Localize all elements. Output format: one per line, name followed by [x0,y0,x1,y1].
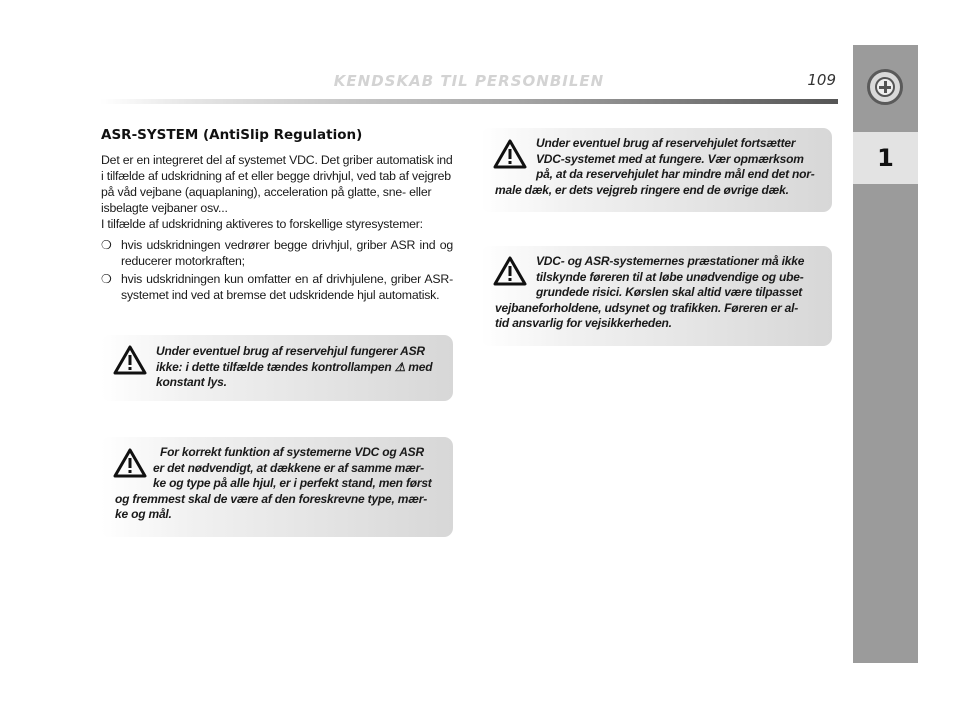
logo-box [853,45,918,131]
alfa-romeo-logo-icon [867,69,903,105]
bullet-text: hvis udskridningen kun omfatter en af drivhjulene, griber ASR-systemet ind ved at bremse det udskridende hjul automatisk. [121,272,453,302]
list-item [101,237,453,269]
warning-text: For korrekt funktion af systemerne VDC og ASR er det nødvendigt, at dækkene er af samme mær- ke og type på alle hjul, er i perfekt stand, men først og fremmest skal de være af den foreskrevne type, mær- ke og mål. [115,445,432,521]
warning-triangle-icon [113,345,147,375]
warning-spare-wheel-vdc [481,128,832,212]
paragraph-line: på våd vejbane (aquaplaning), acceleration på glatte, sne- eller [101,185,432,199]
page-header [100,68,838,108]
logo-inner-ring [875,77,895,97]
chapter-number: 1 [853,132,918,184]
warning-spare-wheel-asr [101,335,453,401]
page-number: 109 [807,71,836,89]
warning-tyres [101,437,453,537]
warning-text: Under eventuel brug af reservehjulet fortsætter VDC-systemet med at fungere. Vær opmærksom på, at da reservehjulet har mindre mål end det nor- male dæk, er dets vejgreb ringere end de øvrige dæk. [495,136,815,197]
bullet-list [101,237,453,303]
bullet-circle-icon: ❍ [101,272,112,286]
section-heading: ASR-SYSTEM (AntiSlip Regulation) [101,127,363,143]
header-title: KENDSKAB TIL PERSONBILEN [333,72,605,90]
warning-text: Under eventuel brug af reservehjul fungerer ASR ikke: i dette tilfælde tændes kontrollampen ⚠ med konstant lys. [156,344,433,389]
paragraph-line: I tilfælde af udskridning aktiveres to forskellige styresystemer: [101,217,423,231]
paragraph-line: isbelagte vejbaner osv... [101,201,228,215]
section-paragraph [101,152,453,232]
warning-performance [481,246,832,346]
chapter-side-tab [853,45,918,663]
bullet-circle-icon: ❍ [101,238,112,252]
warning-text: VDC- og ASR-systemernes præstationer må ikke tilskynde føreren til at løbe unødvendige og ube- grundede risici. Kørslen skal altid være tilpasset vejbaneforholdene, udsynet og trafikken. Føreren er al- tid ansvarlig for vejsikkerheden. [495,254,805,330]
header-rule [100,99,838,104]
paragraph-line: i tilfælde af udskridning af et eller begge drivhjul, ved tab af vejgreb [101,169,451,183]
paragraph-line: Det er en integreret del af systemet VDC. Det griber automatisk ind [101,153,453,167]
bullet-text: hvis udskridningen vedrører begge drivhjul, griber ASR ind og reducerer motorkraften; [121,238,453,268]
list-item [101,271,453,303]
